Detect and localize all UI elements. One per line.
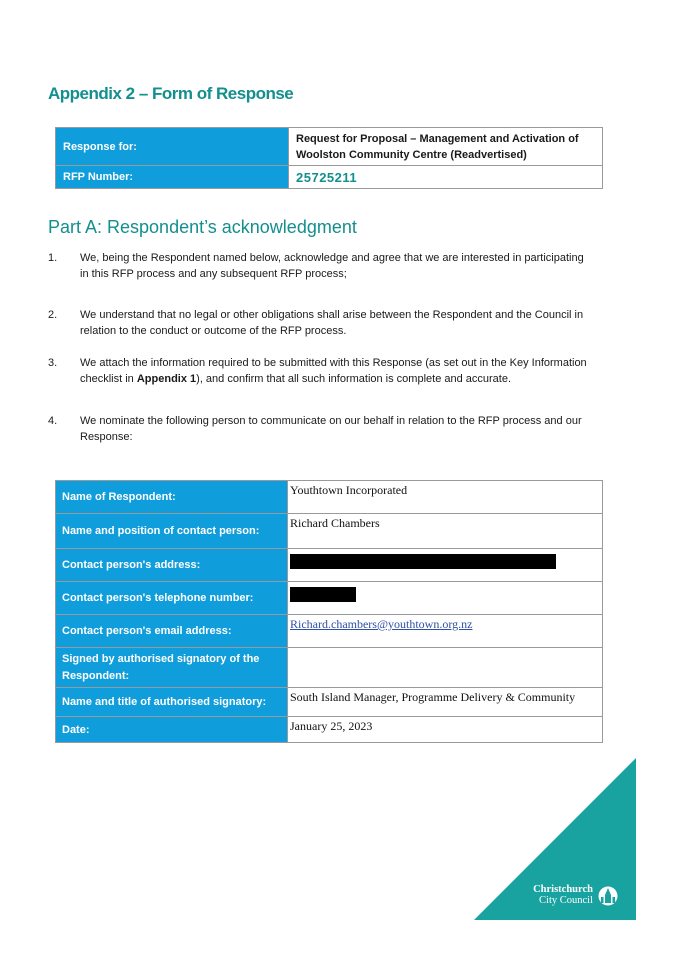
christchurch-city-council-logo xyxy=(474,758,636,920)
logo-text-line2: City Council xyxy=(539,895,593,906)
item-number: 2. xyxy=(48,309,58,321)
item-text-post: ), and confirm that all such information is complete and accurate. xyxy=(196,373,512,385)
response-for-value-line2: Woolston Community Centre (Readvertised) xyxy=(296,148,527,161)
contact-address-label: Contact person's address: xyxy=(56,549,288,582)
contact-telephone-value xyxy=(288,582,603,615)
date-value: January 25, 2023 xyxy=(288,717,603,743)
contact-person-value: Richard Chambers xyxy=(288,514,603,549)
item-text-line2: in this RFP process and any subsequent RFP process; xyxy=(80,268,347,280)
signed-by-label-line2: Respondent: xyxy=(62,669,130,682)
signature-field xyxy=(288,648,603,688)
response-for-value-line1: Request for Proposal – Management and Activation of xyxy=(296,132,579,145)
signed-by-label-line1: Signed by authorised signatory of the xyxy=(62,652,260,665)
date-label: Date: xyxy=(56,717,288,743)
appendix-reference: Appendix 1 xyxy=(136,373,197,385)
contact-details-table xyxy=(55,480,603,743)
rfp-number-value: 25725211 xyxy=(289,166,603,189)
authorised-signatory-value: South Island Manager, Programme Delivery & Community xyxy=(288,688,603,717)
item-text-line1: We, being the Respondent named below, acknowledge and agree that we are interested in participating xyxy=(80,252,584,264)
authorised-signatory-label: Name and title of authorised signatory: xyxy=(56,688,288,717)
contact-email-label: Contact person's email address: xyxy=(56,615,288,648)
response-for-label: Response for: xyxy=(56,128,289,166)
logo-text-line1: Christchurch xyxy=(533,884,593,895)
item-text-line2: relation to the conduct or outcome of the RFP process. xyxy=(80,325,347,337)
redaction-box xyxy=(290,587,356,602)
signed-by-label xyxy=(56,648,288,688)
cathedral-icon xyxy=(599,887,618,906)
response-summary-table xyxy=(55,127,603,189)
section-heading: Part A: Respondent’s acknowledgment xyxy=(48,217,357,237)
contact-address-value xyxy=(288,549,603,582)
redaction-box xyxy=(290,554,556,569)
item-text-line1: We nominate the following person to communicate on our behalf in relation to the RFP process and our xyxy=(80,415,582,427)
contact-person-label: Name and position of contact person: xyxy=(56,514,288,549)
item-text-pre: checklist in xyxy=(80,373,137,385)
item-number: 3. xyxy=(48,357,58,369)
item-text-line1: We understand that no legal or other obligations shall arise between the Respondent and the Council in xyxy=(80,309,584,321)
respondent-name-label: Name of Respondent: xyxy=(56,481,288,514)
item-text-line1: We attach the information required to be submitted with this Response (as set out in the Key Information xyxy=(80,357,587,369)
page-title: Appendix 2 – Form of Response xyxy=(48,84,294,103)
item-text-line2: Response: xyxy=(80,431,133,443)
response-for-value xyxy=(289,128,603,166)
contact-email-link[interactable]: Richard.chambers@youthtown.org.nz xyxy=(290,617,473,631)
item-number: 4. xyxy=(48,415,58,427)
item-text-line2 xyxy=(80,371,620,387)
item-number: 1. xyxy=(48,252,58,264)
rfp-number-label: RFP Number: xyxy=(56,166,289,189)
contact-telephone-label: Contact person's telephone number: xyxy=(56,582,288,615)
respondent-name-value: Youthtown Incorporated xyxy=(288,481,603,514)
